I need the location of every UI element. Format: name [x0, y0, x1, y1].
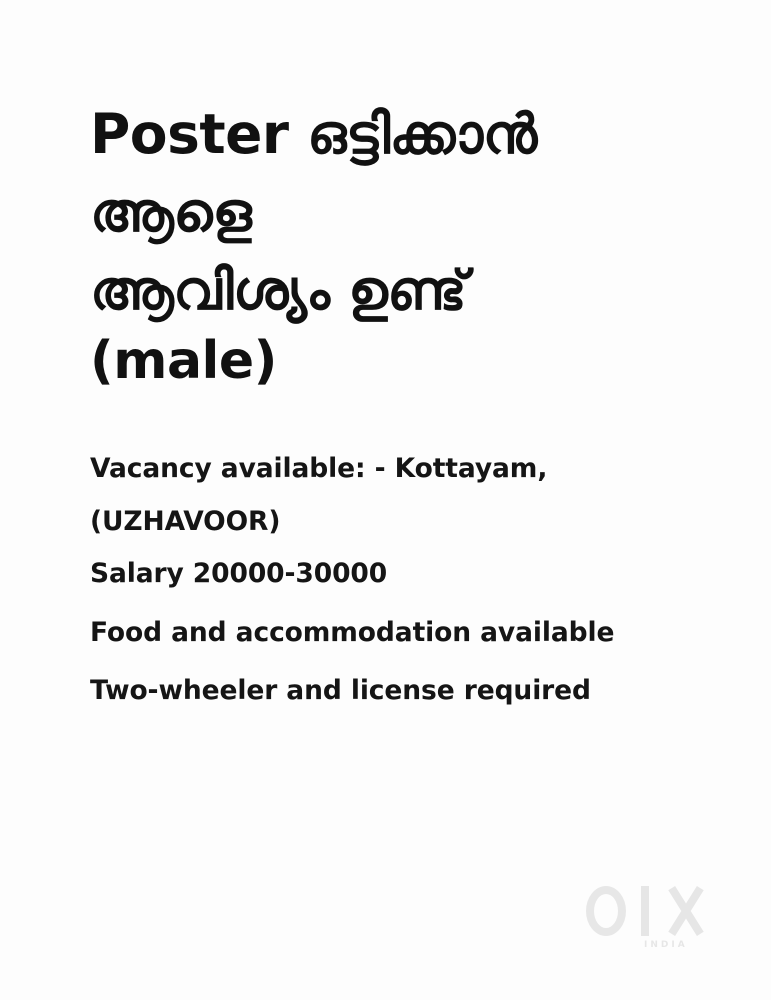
headline-line-2: ആളെ: [90, 180, 252, 245]
olx-letter-x-icon: [662, 886, 712, 936]
headline-line-3: ആവിശ്യം ഉണ്ട്: [90, 258, 467, 323]
olx-letter-l-icon: [641, 886, 649, 936]
poster-details: [90, 453, 711, 707]
headline-line-1: Poster ഒട്ടിക്കാൻ: [90, 102, 537, 166]
olx-letter-o-icon: [586, 886, 626, 936]
detail-vehicle-requirement: Two-wheeler and license required: [90, 675, 591, 707]
detail-salary: Salary 20000-30000: [90, 558, 388, 590]
poster-headline: [90, 95, 690, 394]
olx-watermark-sub: INDIA: [644, 940, 688, 950]
olx-logo: [586, 886, 716, 950]
olx-watermark: [586, 886, 716, 952]
detail-food-accommodation: Food and accommodation available: [90, 616, 615, 648]
detail-vacancy-location: Vacancy available: - Kottayam,: [90, 453, 548, 485]
headline-line-4: (male): [90, 331, 277, 392]
detail-locality: (UZHAVOOR): [90, 505, 281, 537]
